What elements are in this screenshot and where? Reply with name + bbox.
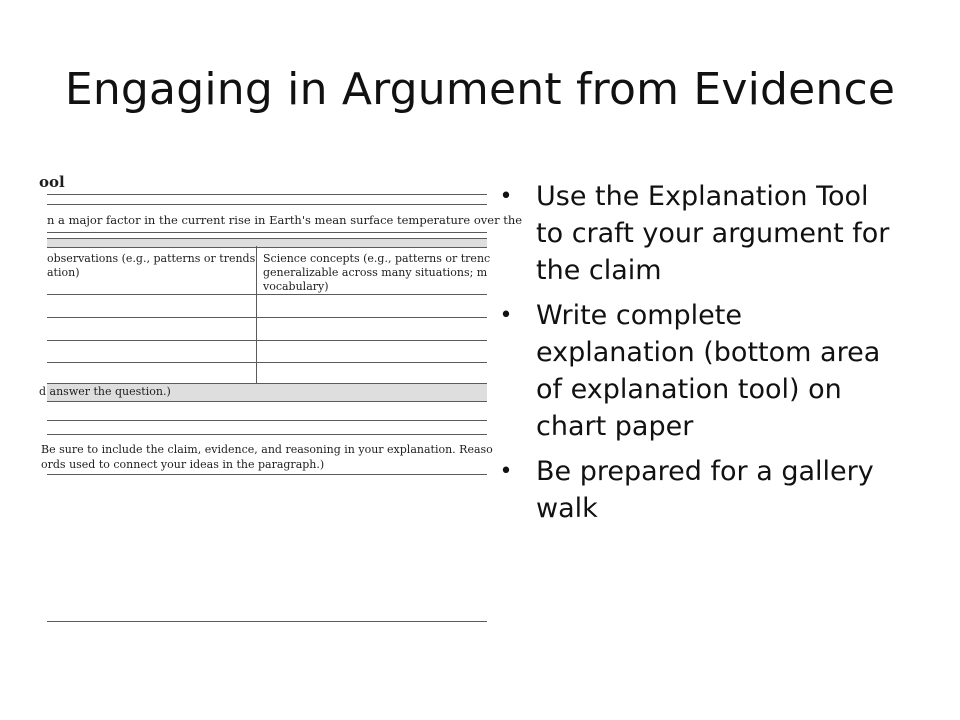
bullet-text: Write complete explanation (bottom area of explanation tool) on chart paper <box>536 300 881 442</box>
bullet-item <box>494 297 894 445</box>
bullet-item <box>494 453 894 527</box>
header-line: generalizable across many situations; m <box>263 266 488 279</box>
explanation-tool-worksheet <box>39 172 523 624</box>
worksheet-rule <box>47 232 487 233</box>
instruction-line: Be sure to include the claim, evidence, and reasoning in your explanation. Reaso <box>41 443 493 456</box>
worksheet-observations-header <box>47 252 255 280</box>
worksheet-rule <box>47 194 487 195</box>
header-line: ation) <box>47 266 80 279</box>
worksheet-science-concepts-header <box>263 252 513 294</box>
bullet-item <box>494 178 894 289</box>
worksheet-table-row <box>47 317 487 318</box>
header-line: vocabulary) <box>263 280 329 293</box>
worksheet-rule <box>47 474 487 475</box>
worksheet-claim-text: n a major factor in the current rise in Earth's mean surface temperature over the <box>47 213 523 227</box>
worksheet-rule <box>47 434 487 435</box>
worksheet-title: ool <box>39 173 65 191</box>
bullet-text: Be prepared for a gallery walk <box>536 456 874 524</box>
worksheet-table-row <box>47 294 487 295</box>
bullet-icon: • <box>499 303 513 328</box>
worksheet-column-divider <box>256 246 257 386</box>
worksheet-bottom-rule <box>47 621 487 622</box>
worksheet-instructions <box>41 442 493 472</box>
slide-title: Engaging in Argument from Evidence <box>64 64 896 115</box>
bullet-icon: • <box>499 459 513 484</box>
bullet-list <box>494 178 894 535</box>
worksheet-answer-text: d answer the question.) <box>39 385 171 398</box>
bullet-text: Use the Explanation Tool to craft your argument for the claim <box>536 181 890 286</box>
header-line: observations (e.g., patterns or trends <box>47 252 256 265</box>
worksheet-shaded-row <box>47 238 487 248</box>
bullet-icon: • <box>499 184 513 209</box>
worksheet-table-row <box>47 362 487 363</box>
worksheet-rule <box>47 204 487 205</box>
worksheet-table-row <box>47 340 487 341</box>
instruction-line: ords used to connect your ideas in the paragraph.) <box>41 458 325 471</box>
header-line: Science concepts (e.g., patterns or trenc <box>263 252 491 265</box>
worksheet-rule <box>47 420 487 421</box>
